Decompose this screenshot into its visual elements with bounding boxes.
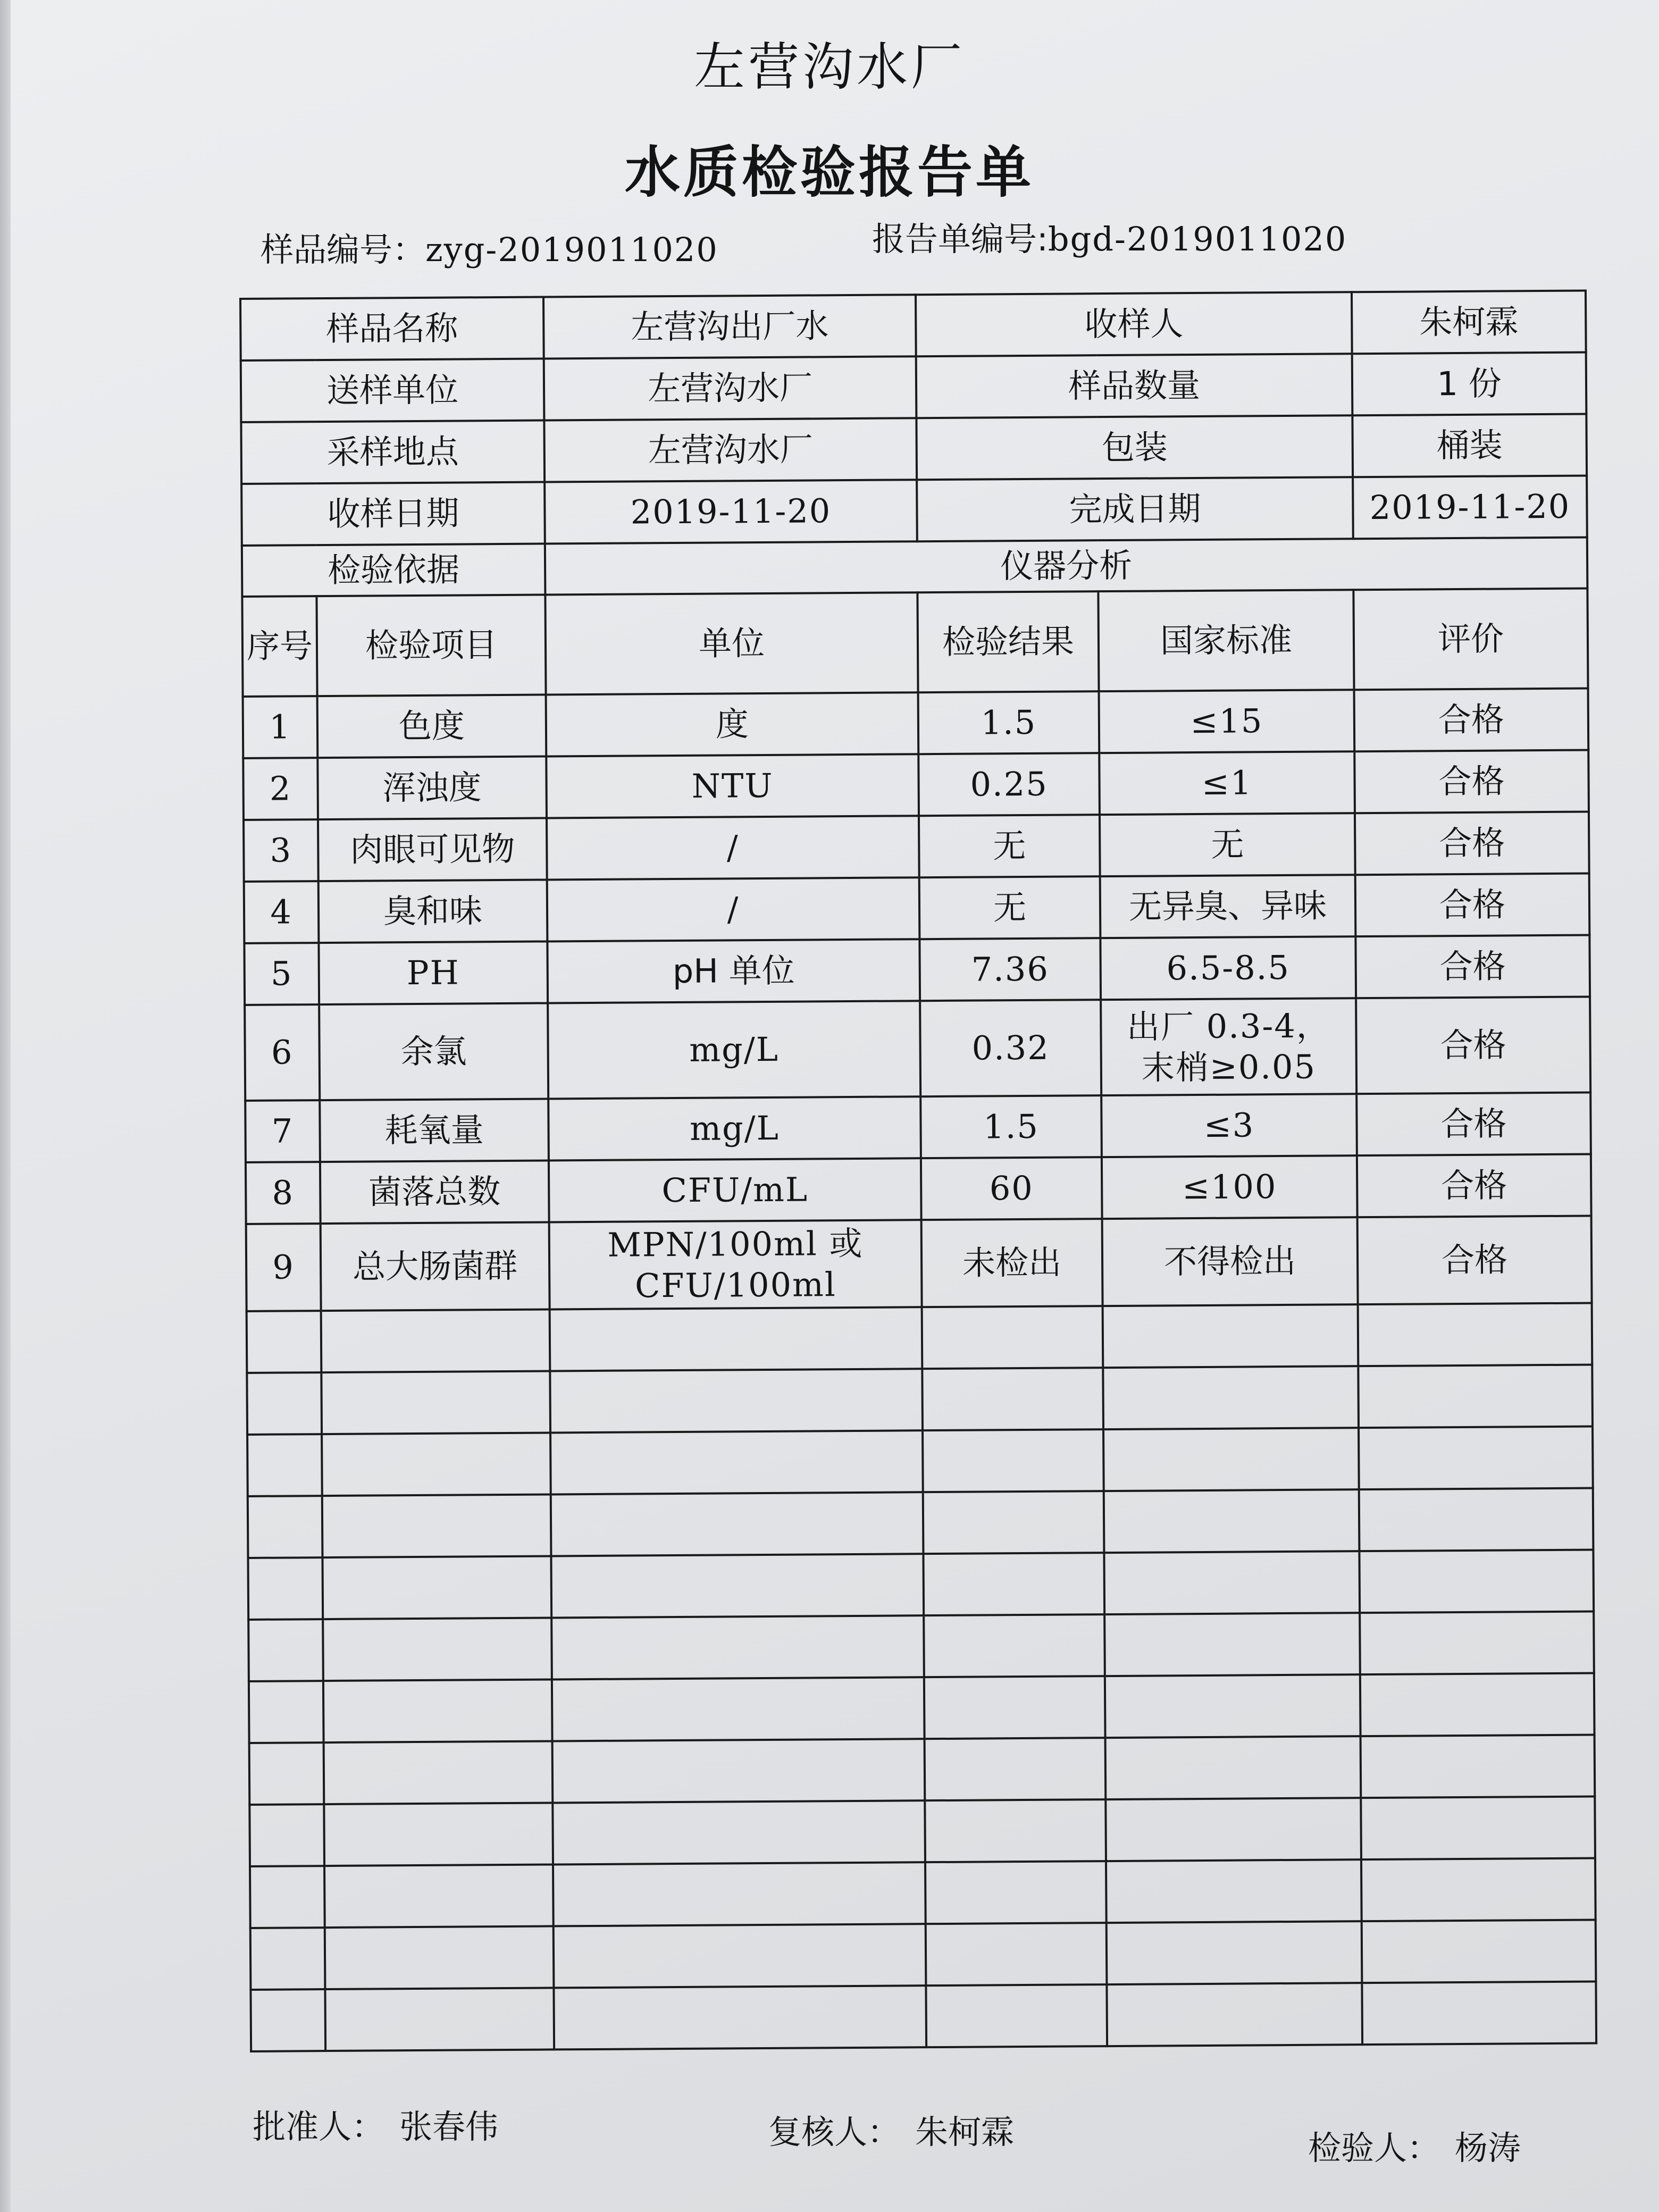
reviewer-label: 复核人： <box>768 2113 901 2151</box>
row-standard: ≤15 <box>1099 690 1355 753</box>
inspector-name: 杨涛 <box>1455 2129 1521 2167</box>
row-evaluation: 合格 <box>1357 1154 1591 1218</box>
inspector-signature <box>1308 2122 1521 2169</box>
sample-number-label: 样品编号： <box>261 230 426 269</box>
info-row <box>241 414 1587 484</box>
row-unit <box>549 1220 922 1309</box>
info-value: 1 份 <box>1352 353 1587 416</box>
row-item: 余氯 <box>319 1003 548 1100</box>
column-header-row <box>242 589 1588 697</box>
empty-row <box>250 1920 1596 1989</box>
empty-row <box>248 1549 1594 1619</box>
row-standard: 不得检出 <box>1102 1217 1358 1306</box>
row-unit: / <box>547 816 919 879</box>
organization-name: 左营沟水厂 <box>694 37 965 97</box>
row-unit: CFU/mL <box>549 1158 921 1222</box>
row-no: 1 <box>243 696 318 758</box>
table-row <box>244 935 1590 1005</box>
row-evaluation: 合格 <box>1354 750 1589 814</box>
table-row <box>243 689 1589 758</box>
row-item: 总大肠菌群 <box>321 1222 550 1311</box>
info-label: 样品名称 <box>240 297 544 361</box>
info-value: 左营沟水厂 <box>544 356 917 420</box>
table-row <box>244 812 1589 882</box>
row-item: 菌落总数 <box>320 1160 549 1224</box>
reviewer-signature <box>768 2106 1014 2153</box>
empty-row <box>250 1858 1596 1928</box>
row-item: 耗氧量 <box>320 1099 549 1162</box>
report-number-label: 报告单编号: <box>872 220 1048 258</box>
empty-row <box>247 1364 1593 1434</box>
row-result: 7.36 <box>919 938 1101 1001</box>
row-no: 9 <box>246 1224 321 1311</box>
table-row <box>246 1154 1591 1224</box>
inspector-label: 检验人： <box>1308 2129 1440 2167</box>
column-header-unit: 单位 <box>545 592 918 694</box>
row-result: 无 <box>919 815 1100 877</box>
column-header-no: 序号 <box>242 596 317 697</box>
row-no: 8 <box>246 1162 321 1224</box>
info-label: 采样地点 <box>241 421 544 484</box>
row-unit-line: CFU/100ml <box>634 1265 836 1305</box>
column-header-evaluation: 评价 <box>1353 589 1588 690</box>
info-value: 2019-11-20 <box>1353 476 1587 539</box>
approver-signature <box>253 2100 498 2148</box>
row-unit: 度 <box>546 692 919 756</box>
row-no: 4 <box>244 881 319 943</box>
empty-row <box>248 1488 1594 1557</box>
basis-value: 仪器分析 <box>545 538 1588 595</box>
page-fold-shadow <box>0 0 11 2212</box>
row-result: 0.25 <box>918 753 1100 816</box>
table-row <box>246 1216 1592 1311</box>
row-unit: mg/L <box>548 1096 921 1160</box>
row-item: PH <box>319 941 548 1004</box>
row-standard: ≤3 <box>1101 1094 1357 1157</box>
sample-number <box>261 223 718 271</box>
info-value: 朱柯霖 <box>1352 291 1586 354</box>
row-evaluation: 合格 <box>1356 997 1590 1094</box>
row-result: 未检出 <box>921 1219 1103 1307</box>
row-evaluation: 合格 <box>1355 935 1590 999</box>
info-value: 左营沟水厂 <box>544 418 917 482</box>
row-evaluation: 合格 <box>1356 1093 1591 1156</box>
info-label: 样品数量 <box>916 354 1353 418</box>
info-label: 收样日期 <box>241 482 545 545</box>
inspection-table <box>239 290 1597 2052</box>
row-no: 3 <box>244 819 319 882</box>
table-row <box>243 750 1589 820</box>
row-item: 浑浊度 <box>317 756 547 819</box>
empty-row <box>248 1611 1594 1681</box>
empty-row <box>249 1735 1595 1804</box>
info-label: 完成日期 <box>917 477 1353 541</box>
row-evaluation: 合格 <box>1355 874 1590 937</box>
row-item: 肉眼可见物 <box>318 818 547 881</box>
row-unit: mg/L <box>548 1001 920 1099</box>
reviewer-name: 朱柯霖 <box>915 2113 1015 2151</box>
row-no: 2 <box>243 758 318 820</box>
info-row <box>241 353 1587 422</box>
row-evaluation: 合格 <box>1358 1216 1592 1305</box>
row-evaluation: 合格 <box>1354 689 1589 752</box>
basis-label: 检验依据 <box>242 543 546 596</box>
row-result: 0.32 <box>920 1000 1101 1096</box>
row-result: 60 <box>921 1157 1102 1220</box>
row-unit: NTU <box>546 754 919 818</box>
row-standard <box>1101 998 1356 1095</box>
report-number-value: bgd-2019011020 <box>1048 220 1347 258</box>
info-label: 送样单位 <box>241 359 544 422</box>
row-item: 臭和味 <box>319 879 548 943</box>
info-row <box>240 291 1586 361</box>
row-standard: ≤100 <box>1102 1155 1358 1219</box>
empty-row <box>247 1303 1593 1372</box>
column-header-result: 检验结果 <box>917 591 1099 692</box>
info-value: 2019-11-20 <box>544 480 917 543</box>
table-row <box>244 874 1590 943</box>
info-label: 收样人 <box>916 292 1352 356</box>
table-row <box>245 997 1590 1101</box>
row-unit-line: MPN/100ml 或 <box>607 1224 864 1264</box>
info-value: 桶装 <box>1352 414 1587 477</box>
row-standard-line: 出厂 0.3-4， <box>1126 1006 1330 1046</box>
row-unit: pH 单位 <box>547 939 920 1003</box>
approver-name: 张春伟 <box>399 2107 499 2146</box>
report-title: 水质检验报告单 <box>624 140 1034 205</box>
sample-number-value: zyg-2019011020 <box>425 230 718 269</box>
row-unit: / <box>547 877 920 941</box>
row-standard-line: 末梢≥0.05 <box>1141 1047 1317 1087</box>
empty-row <box>249 1796 1595 1866</box>
table-row <box>245 1093 1591 1162</box>
row-standard: ≤1 <box>1099 751 1355 815</box>
empty-row <box>247 1426 1593 1496</box>
report-number <box>872 213 1347 260</box>
row-result: 1.5 <box>918 691 1100 754</box>
row-no: 6 <box>245 1004 320 1101</box>
row-result: 无 <box>919 876 1101 939</box>
info-row <box>241 476 1587 546</box>
column-header-item: 检验项目 <box>316 594 546 696</box>
row-item: 色度 <box>317 694 547 758</box>
row-standard: 6.5-8.5 <box>1100 936 1356 1000</box>
row-standard: 无 <box>1100 813 1355 876</box>
column-header-standard: 国家标准 <box>1098 590 1354 691</box>
row-standard: 无异臭、异味 <box>1100 875 1356 938</box>
info-value: 左营沟出厂水 <box>543 295 916 358</box>
row-result: 1.5 <box>920 1095 1102 1158</box>
row-evaluation: 合格 <box>1355 812 1589 875</box>
empty-row <box>249 1673 1595 1742</box>
row-no: 5 <box>244 943 319 1005</box>
basis-row <box>242 538 1588 597</box>
approver-label: 批准人： <box>253 2107 385 2146</box>
empty-row <box>250 1981 1596 2051</box>
row-no: 7 <box>245 1100 320 1162</box>
info-label: 包装 <box>916 415 1353 480</box>
